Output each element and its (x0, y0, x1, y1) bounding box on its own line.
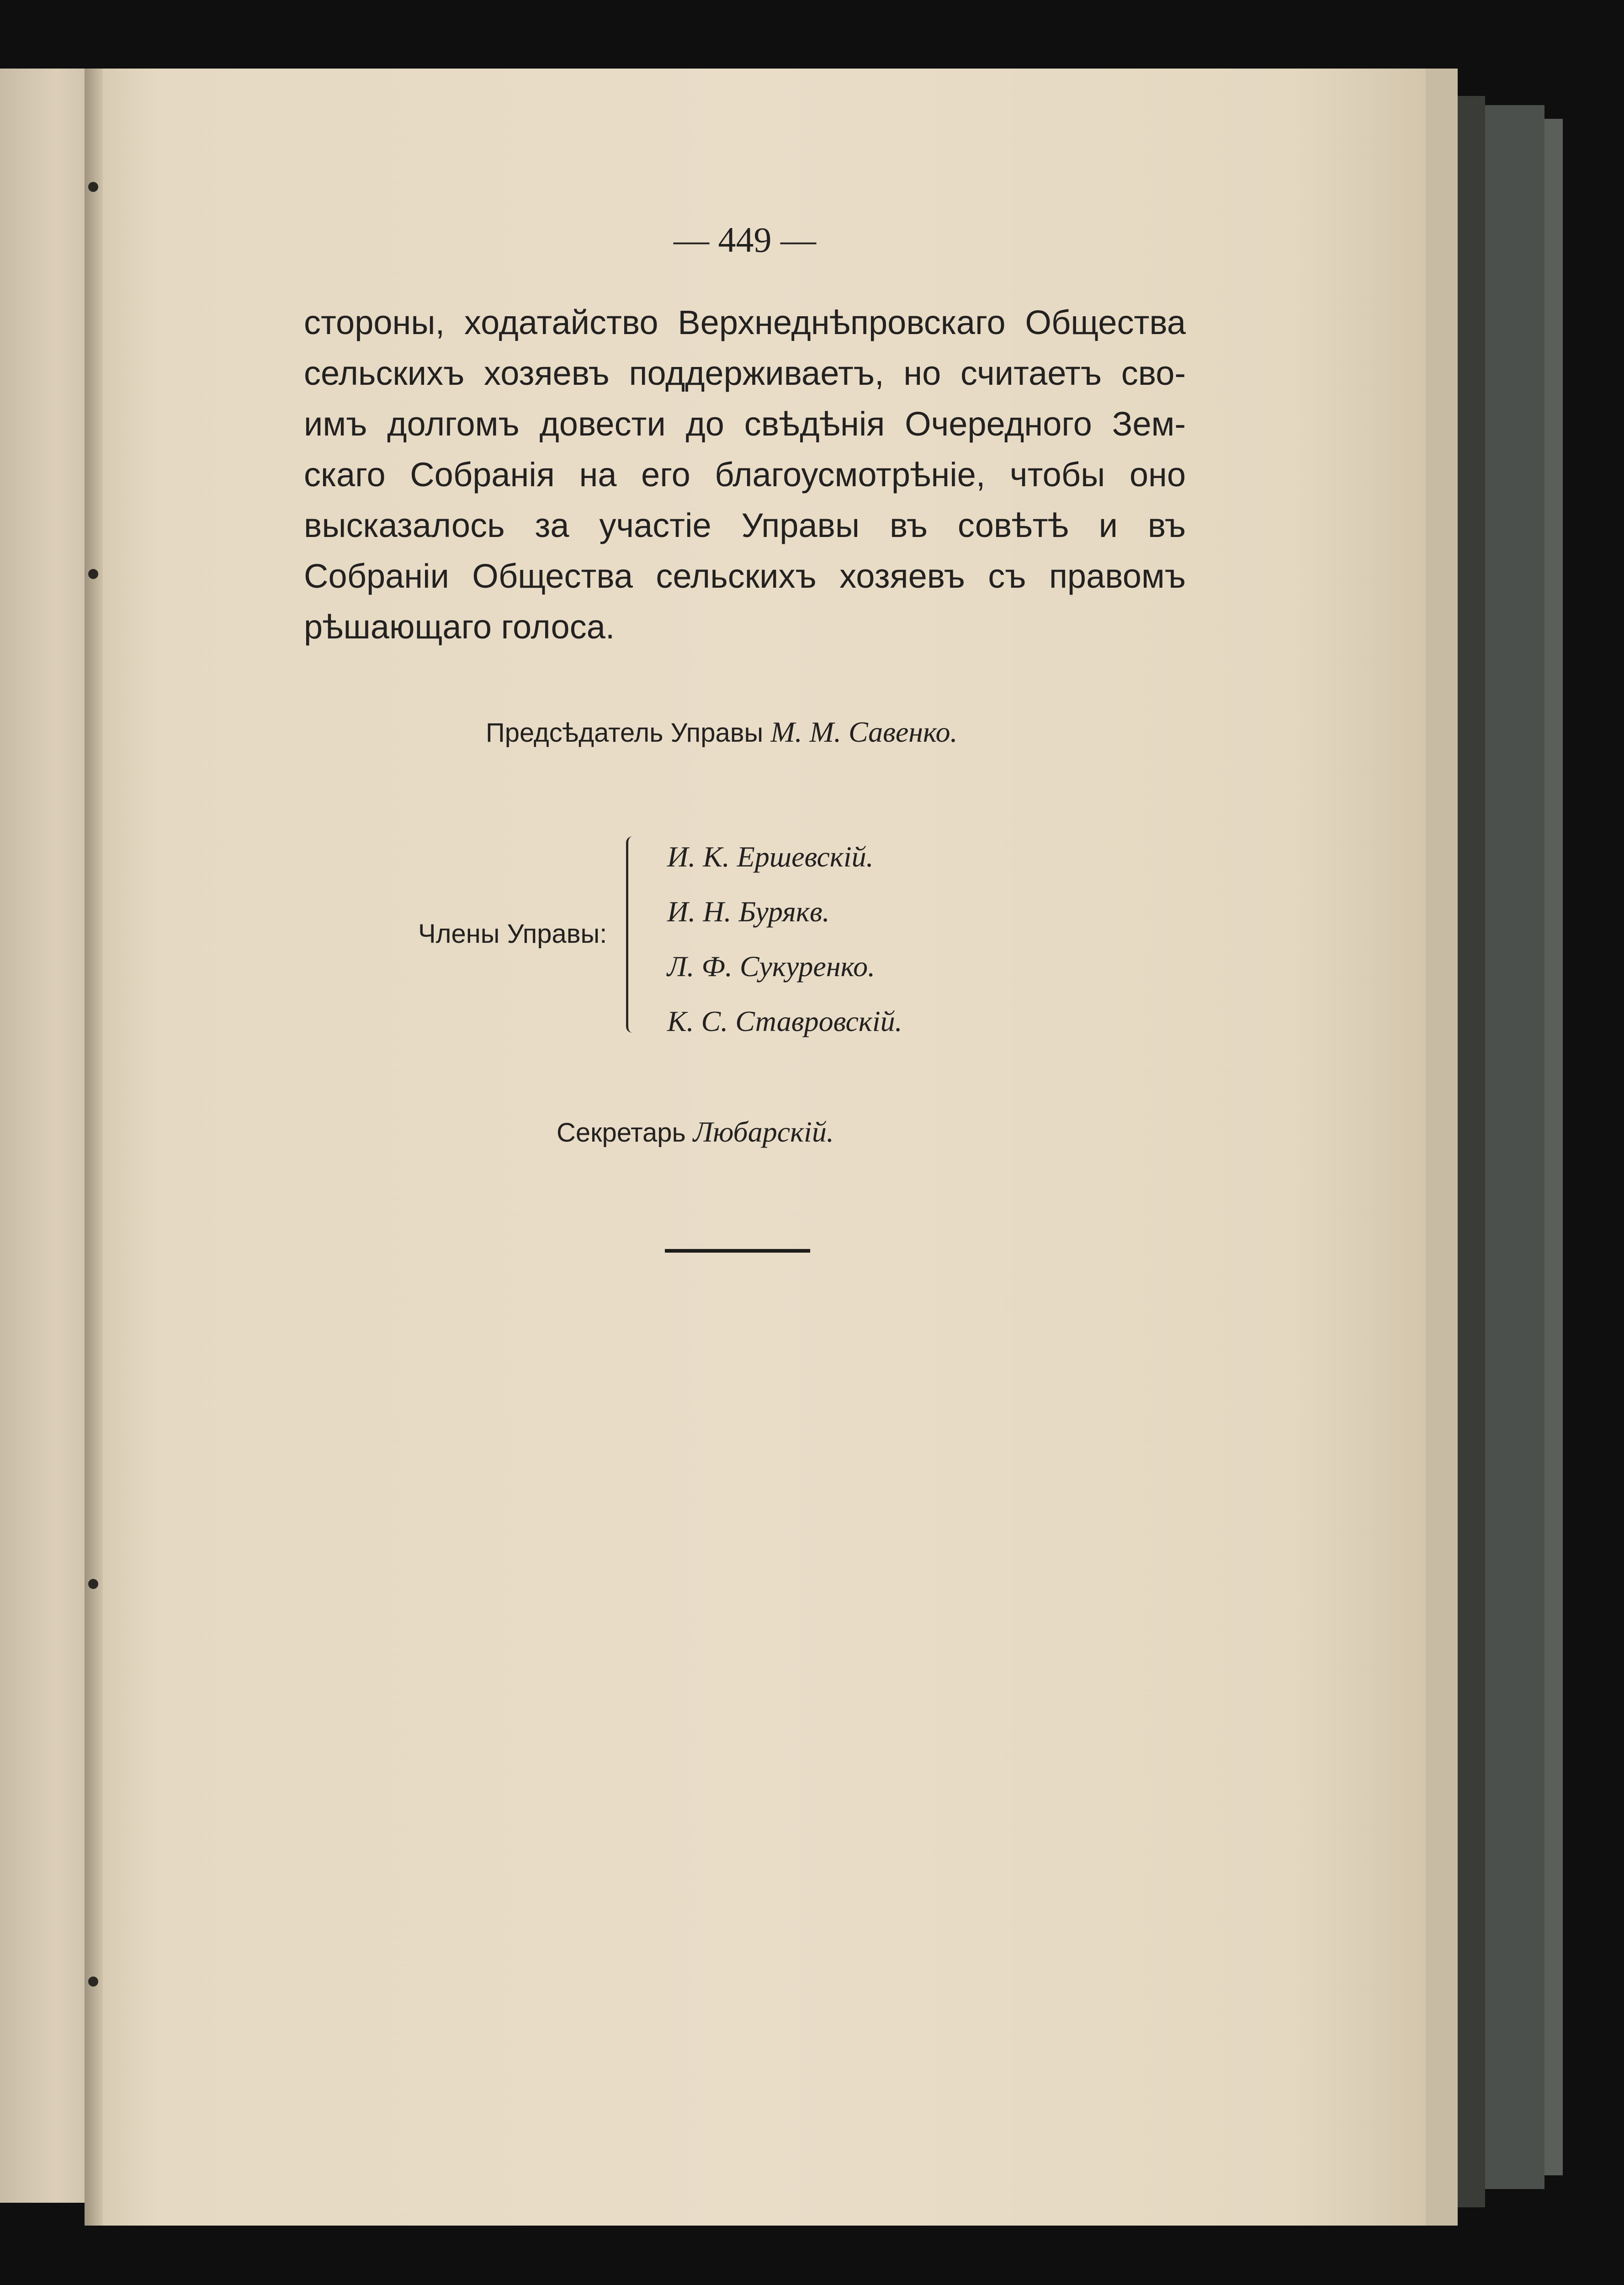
member-name: К. С. Ставровскій. (667, 1005, 902, 1037)
text-line: высказалось за участіе Управы въ совѣтѣ и въ (304, 506, 1186, 544)
text-line: Собраніи Общества сельскихъ хозяевъ съ правомъ (304, 557, 1186, 595)
book-cover-edge-3 (1544, 119, 1563, 2175)
text-line: стороны, ходатайство Верхнеднѣпровскаго Общества (304, 303, 1186, 341)
closing-rule (665, 1249, 810, 1253)
secretary-name: Любарскій. (693, 1116, 834, 1148)
text-line: рѣшающаго голоса. (304, 608, 615, 646)
members-brace (626, 836, 647, 1033)
text-line: имъ долгомъ довести до свѣдѣнія Очередного Зем- (304, 405, 1186, 443)
book-cover-edge (1458, 96, 1485, 2207)
member-name: И. К. Ершевскій. (667, 840, 874, 873)
secretary-title: Секретарь (557, 1118, 686, 1148)
page-gutter (85, 69, 103, 2226)
member-name: И. Н. Бурякв. (667, 895, 830, 928)
page-edge-1 (1426, 69, 1458, 2226)
left-page-edge (0, 69, 94, 2203)
members-label: Члены Управы: (418, 919, 607, 949)
text-line: сельскихъ хозяевъ поддерживаетъ, но считаетъ сво- (304, 354, 1186, 392)
body-paragraph (304, 297, 1186, 652)
binding-hole (88, 569, 98, 579)
text-line: скаго Собранія на его благоусмотрѣніе, чтобы оно (304, 456, 1186, 494)
chairman-title: Предсѣдатель Управы (486, 718, 764, 748)
book-cover-edge-2 (1485, 105, 1544, 2189)
binding-hole (88, 1579, 98, 1589)
page-number: — 449 — (674, 220, 816, 260)
binding-hole (88, 182, 98, 192)
chairman-signature (486, 715, 958, 749)
secretary-signature (557, 1115, 834, 1149)
binding-hole (88, 1977, 98, 1987)
member-name: Л. Ф. Сукуренко. (667, 950, 876, 983)
chairman-name: М. М. Савенко. (770, 716, 958, 748)
